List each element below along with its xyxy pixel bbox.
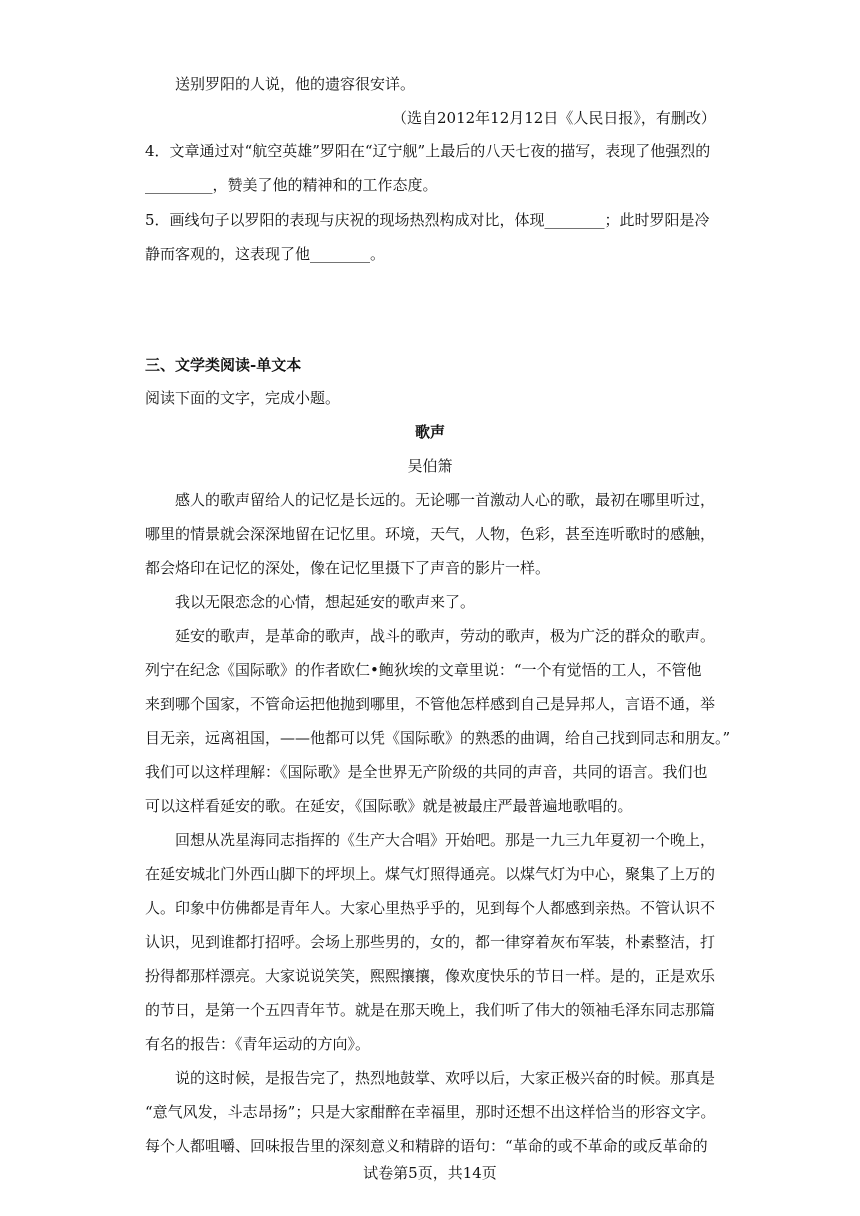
paragraph-3: 我们可以这样理解：《国际歌》是全世界无产阶级的共同的声音，共同的语言。我们也 bbox=[145, 763, 708, 781]
paragraph-1: 感人的歌声留给人的记忆是长远的。无论哪一首激动人心的歌，最初在哪里听过， bbox=[175, 491, 716, 509]
paragraph-3: 延安的歌声，是革命的歌声，战斗的歌声，劳动的歌声，极为广泛的群众的歌声。 bbox=[175, 627, 716, 645]
question-4-cont: _________，赞美了他的精神和的工作态度。 bbox=[145, 176, 438, 194]
question-5: 5．画线句子以罗阳的表现与庆祝的现场热烈构成对比，体现________；此时罗阳是冷 bbox=[145, 211, 710, 229]
paragraph-4: 人。印象中仿佛都是青年人。大家心里热乎乎的，见到每个人都感到亲热。不管认识不 bbox=[145, 899, 716, 917]
question-5-cont: 静而客观的，这表现了他________。 bbox=[145, 245, 386, 263]
section-heading: 三、文学类阅读-单文本 bbox=[145, 356, 302, 374]
citation: （选自2012年12月12日《人民日报》，有删改） bbox=[392, 109, 716, 127]
paragraph-5: 每个人都咀嚼、回味报告里的深刻意义和精辟的语句：“革命的或不革命的或反革命的 bbox=[145, 1137, 708, 1155]
paragraph-4: 有名的报告：《青年运动的方向》。 bbox=[145, 1035, 371, 1053]
instruction: 阅读下面的文字，完成小题。 bbox=[145, 389, 341, 407]
page-footer: 试卷第5页，共14页 bbox=[363, 1164, 497, 1182]
source-line: 送别罗阳的人说，他的遗容很安详。 bbox=[175, 75, 416, 93]
paragraph-4: 回想从冼星海同志指挥的《生产大合唱》开始吧。那是一九三九年夏初一个晚上， bbox=[175, 831, 716, 849]
paragraph-4: 扮得都那样漂亮。大家说说笑笑，熙熙攘攘，像欢度快乐的节日一样。是的，正是欢乐 bbox=[145, 967, 716, 985]
paragraph-4: 认识，见到谁都打招呼。会场上那些男的，女的，都一律穿着灰布军装，朴素整洁，打 bbox=[145, 933, 716, 951]
paragraph-1: 都会烙印在记忆的深处，像在记忆里摄下了声音的影片一样。 bbox=[145, 559, 551, 577]
paragraph-2: 我以无限恋念的心情，想起延安的歌声来了。 bbox=[175, 593, 476, 611]
paragraph-5: 说的这时候，是报告完了，热烈地鼓掌、欢呼以后，大家正极兴奋的时候。那真是 bbox=[175, 1069, 716, 1087]
paragraph-3: 列宁在纪念《国际歌》的作者欧仁•鲍狄埃的文章里说：“一个有觉悟的工人，不管他 bbox=[145, 661, 702, 679]
paragraph-3: 可以这样看延安的歌。在延安，《国际歌》就是被最庄严最普遍地歌唱的。 bbox=[145, 797, 633, 815]
paragraph-3: 来到哪个国家，不管命运把他抛到哪里，不管他怎样感到自己是异邦人，言语不通，举 bbox=[145, 695, 716, 713]
paragraph-4: 的节日，是第一个五四青年节。就是在那天晚上，我们听了伟大的领袖毛泽东同志那篇 bbox=[145, 1001, 716, 1019]
article-title: 歌声 bbox=[414, 423, 445, 441]
paragraph-5: “意气风发，斗志昂扬”；只是大家酣醉在幸福里，那时还想不出这样恰当的形容文字。 bbox=[145, 1103, 716, 1121]
paragraph-3: 目无亲，远离祖国，——他都可以凭《国际歌》的熟悉的曲调，给自己找到同志和朋友。” bbox=[145, 729, 731, 747]
article-author: 吴伯箫 bbox=[407, 457, 453, 475]
question-4: 4．文章通过对“航空英雄”罗阳在“辽宁舰”上最后的八天七夜的描写，表现了他强烈的 bbox=[145, 142, 711, 160]
paragraph-1: 哪里的情景就会深深地留在记忆里。环境，天气，人物，色彩，甚至连听歌时的感触， bbox=[145, 525, 716, 543]
paragraph-4: 在延安城北门外西山脚下的坪坝上。煤气灯照得通亮。以煤气灯为中心，聚集了上万的 bbox=[145, 865, 716, 883]
